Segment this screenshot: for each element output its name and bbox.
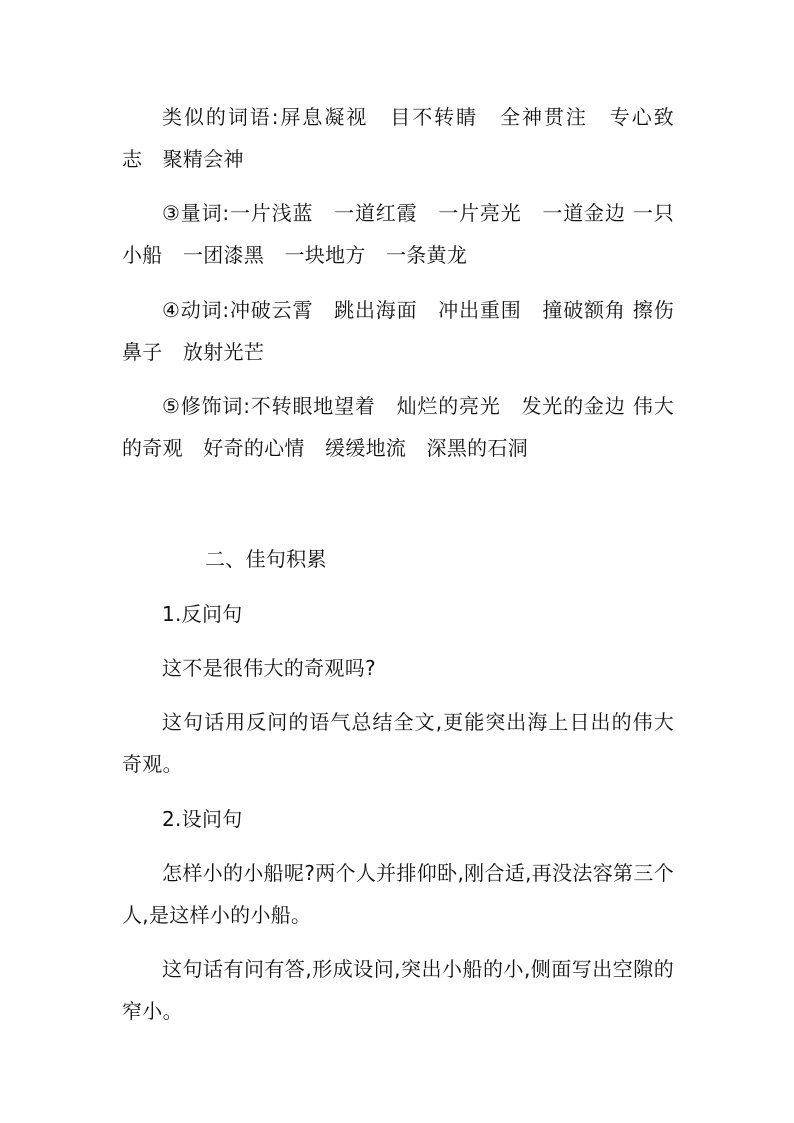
phrase: 一团漆黑	[182, 243, 265, 267]
phrase: 擦伤鼻子	[122, 298, 675, 364]
phrase: 跳出海面	[333, 298, 418, 322]
phrase: 冲出重围	[437, 298, 522, 322]
phrase: 一片亮光	[437, 201, 522, 225]
phrase: 灿烂的亮光	[396, 394, 501, 418]
phrase: 聚精会神	[162, 147, 244, 171]
item2-analysis: 这句话有问有答,形成设问,突出小船的小,侧面写出空隙的窄小。	[122, 957, 674, 1023]
item1-example: 这不是很伟大的奇观吗?	[162, 656, 376, 680]
paragraph-modifiers	[122, 385, 674, 469]
phrase: 发光的金边	[521, 394, 626, 418]
phrase: 不转眼地望着	[250, 394, 376, 418]
item2-example: 怎样小的小船呢?两个人并排仰卧,刚合适,再没法容第三个人,是这样小的小船。	[122, 861, 674, 927]
phrase: 一道金边	[541, 201, 626, 225]
phrase: 一道红霞	[333, 201, 418, 225]
phrase: 缓缓地流	[325, 436, 407, 460]
modifiers-label: ⑤修饰词:	[162, 394, 251, 418]
section-heading: 二、佳句积累	[205, 547, 327, 571]
similar-words-label: 类似的词语:	[162, 105, 279, 129]
phrase: 目不转睛	[388, 105, 479, 129]
phrase: 一只小船	[122, 201, 675, 267]
phrase: 一条黄龙	[385, 243, 468, 267]
measure-words-label: ③量词:	[162, 201, 230, 225]
item1-analysis: 这句话用反问的语气总结全文,更能突出海上日出的伟大奇观。	[122, 710, 674, 776]
phrase: 屏息凝视	[278, 105, 369, 129]
phrase: 放射光芒	[182, 340, 265, 364]
phrase: 深黑的石洞	[426, 436, 529, 460]
phrase: 一片浅蓝	[229, 201, 314, 225]
phrase: 全神贯注	[498, 105, 588, 129]
paragraph-similar-words	[122, 96, 674, 180]
verbs-label: ④动词:	[162, 298, 230, 322]
phrase: 伟大的奇观	[122, 394, 674, 460]
phrase: 一块地方	[284, 243, 366, 267]
paragraph-verbs	[122, 289, 674, 373]
item2-label: 2.设问句	[162, 807, 243, 831]
item1-label: 1.反问句	[162, 602, 243, 626]
paragraph-measure-words	[122, 192, 674, 276]
phrase: 专心致志	[122, 105, 675, 171]
phrase: 冲破云霄	[229, 298, 314, 322]
phrase: 好奇的心情	[203, 436, 305, 460]
phrase: 撞破额角	[541, 298, 626, 322]
